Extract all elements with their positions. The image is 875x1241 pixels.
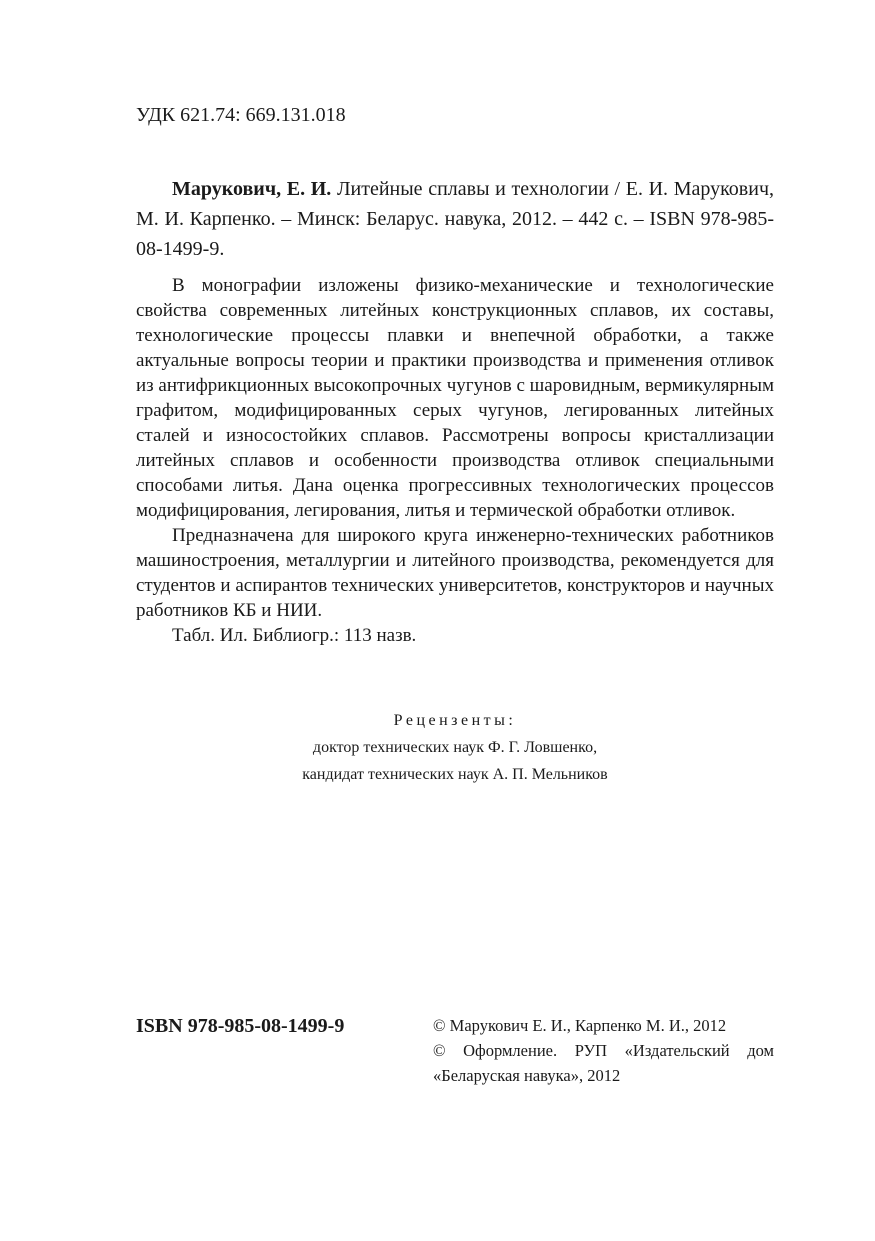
udk-code: УДК 621.74: 669.131.018 xyxy=(136,104,346,126)
copyright-block xyxy=(433,1013,774,1088)
reviewer-line: кандидат технических наук А. П. Мельников xyxy=(302,766,608,783)
isbn-number: ISBN 978-985-08-1499-9 xyxy=(136,1015,345,1037)
copyright-line-authors: © Марукович Е. И., Карпенко М. И., 2012 xyxy=(433,1016,727,1035)
reviewers-block xyxy=(136,707,774,788)
author-name: Марукович, Е. И. xyxy=(172,178,332,200)
abstract-paragraph: В монографии изложены физико-механические и технологические свойства современных литейных конструкционных сплавов, их составы, технологические процессы плавки и внепечной обработки, а также актуальные вопросы теории и практики производства и применения отливок из антифрикционных высокопрочных чугунов с шаровидным, вермикулярным графитом, модифицированных серых чугунов, легированных литейных сталей и износостойких сплавов. Рассмотрены вопросы кристаллизации литейных сплавов и особенности производства отливок специальными способами литья. Дана оценка прогрессивных технологических процессов модифицирования, легирования, литья и термической обработки отливок. xyxy=(136,275,774,521)
tables-bibliography-note: Табл. Ил. Библиогр.: 113 назв. xyxy=(172,625,417,646)
copyright-line-design: © Оформление. РУП «Издательский дом «Беларуская навука», 2012 xyxy=(433,1041,774,1085)
abstract xyxy=(136,273,774,648)
bibliographic-description: Литейные сплавы и технологии / Е. И. Марукович, М. И. Карпенко. – Минск: Беларус. навука, 2012. – 442 с. – ISBN 978-985-08-1499-9. xyxy=(136,178,775,260)
audience-paragraph: Предназначена для широкого круга инженерно-технических работников машиностроения, металлургии и литейного производства, рекомендуется для студентов и аспирантов технических университетов, конструкторов и научных работников КБ и НИИ. xyxy=(136,525,774,621)
reviewers-heading: Рецензенты: xyxy=(393,712,517,729)
reviewer-line: доктор технических наук Ф. Г. Ловшенко, xyxy=(312,739,598,756)
bibliographic-entry xyxy=(136,174,774,264)
